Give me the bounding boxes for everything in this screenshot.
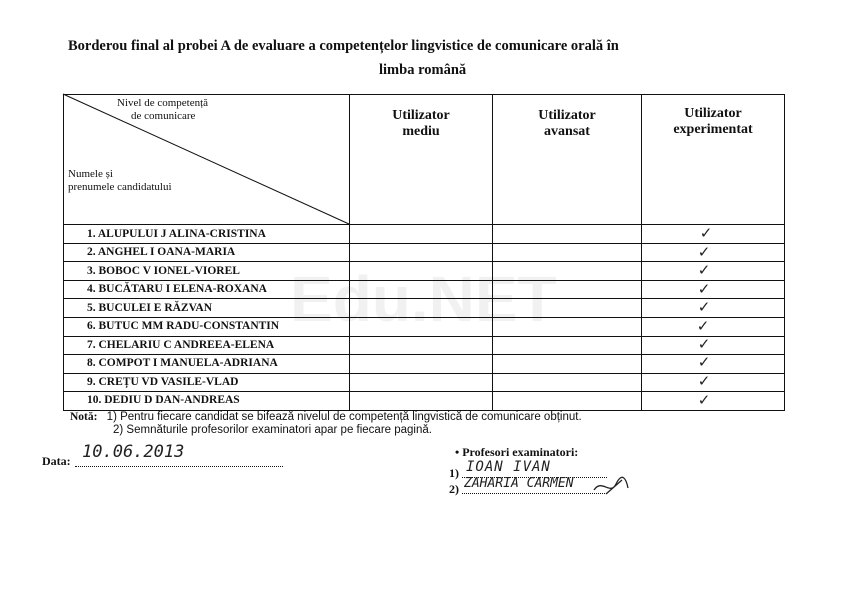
note-label: Notă:: [70, 411, 98, 423]
watermark: Edu.NET: [290, 263, 557, 335]
document-title-line1: Borderou final al probei A de evaluare a competențelor lingvistice de comunicare orală în: [68, 38, 619, 54]
checkmark-icon: ✓: [697, 372, 711, 390]
note-1-text: 1) Pentru fiecare candidat se bifează nivelul de competență lingvistică de comunicare obținut.: [106, 411, 582, 423]
level-header-mediu: Utilizator mediu: [392, 108, 450, 139]
bullet-icon: •: [455, 445, 463, 459]
candidate-name: 3. BOBOC V IONEL-VIOREL: [87, 265, 240, 277]
checkmark-icon: ✓: [697, 298, 711, 316]
candidate-name: 9. CREȚU VD VASILE-VLAD: [87, 376, 239, 388]
checkmark-icon: ✓: [699, 224, 713, 242]
examiner-2-dotted-line: [462, 493, 607, 494]
signature-scribble: [592, 474, 632, 500]
candidate-name: 4. BUCĂTARU I ELENA-ROXANA: [87, 283, 267, 295]
candidate-name: 1. ALUPULUI J ALINA-CRISTINA: [87, 228, 266, 240]
candidate-name: 7. CHELARIU C ANDREEA-ELENA: [87, 339, 275, 351]
examiners-label: • Profesori examinatori:: [455, 445, 579, 459]
candidate-name: 10. DEDIU D DAN-ANDREAS: [87, 394, 240, 406]
header-candidate-names: Numele și: [68, 168, 113, 180]
checkmark-icon: ✓: [697, 353, 711, 371]
checkmark-icon: ✓: [696, 317, 710, 335]
date-value: 10.06.2013: [82, 442, 185, 462]
checkmark-icon: ✓: [697, 243, 711, 261]
candidate-name: 5. BUCULEI E RĂZVAN: [87, 302, 213, 314]
note-line-1: [70, 411, 582, 423]
checkmark-icon: ✓: [697, 391, 711, 409]
candidate-name: 8. COMPOT I MANUELA-ADRIANA: [87, 357, 278, 369]
date-dotted-line: [75, 466, 283, 467]
header-competence-level: Nivel de competență: [117, 97, 209, 109]
checkmark-icon: ✓: [697, 335, 711, 353]
examiner-2-name: ZAHARIA CARMEN: [464, 476, 574, 491]
examiner-2-index: 2): [449, 482, 459, 496]
candidate-name: 2. ANGHEL I OANA-MARIA: [87, 246, 236, 258]
checkmark-icon: ✓: [697, 280, 711, 298]
header-candidate-names-2: prenumele candidatului: [68, 181, 172, 193]
level-header-avansat: Utilizator avansat: [538, 108, 596, 139]
examiner-1-index: 1): [449, 466, 459, 480]
checkmark-icon: ✓: [697, 261, 711, 279]
examiner-1-name: IOAN IVAN: [466, 459, 551, 475]
note-2-text: 2) Semnăturile profesorilor examinatori apar pe fiecare pagină.: [113, 424, 432, 436]
level-header-experimentat: Utilizator experimentat: [673, 106, 753, 137]
candidate-name: 6. BUTUC MM RADU-CONSTANTIN: [87, 320, 280, 332]
document-title-line2: limba română: [379, 62, 467, 78]
date-label: Data:: [42, 454, 71, 468]
header-competence-level-2: de comunicare: [131, 110, 196, 122]
